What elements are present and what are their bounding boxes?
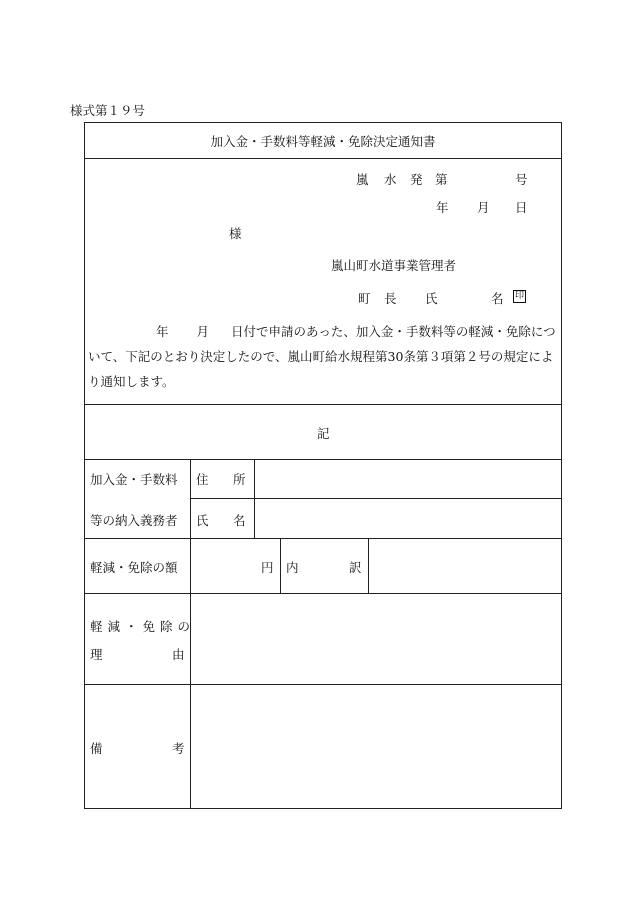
address-label-char: 所 (233, 472, 246, 487)
divider (84, 158, 562, 159)
divider (190, 498, 562, 499)
document-title: 加入金・手数料等軽減・免除決定通知書 (210, 134, 436, 149)
divider (84, 593, 562, 594)
address-label-char: 住 (196, 472, 209, 487)
divider (254, 459, 255, 538)
breakdown-label-char: 内 (286, 560, 299, 575)
amount-label: 軽減・免除の額 (90, 560, 178, 575)
divider (368, 538, 369, 593)
remarks-label-char: 備 (90, 741, 103, 756)
doc-number-char: 発 (410, 172, 423, 187)
notice-form-frame (84, 122, 562, 809)
reason-label-char: 由 (172, 647, 185, 662)
remarks-label-char: 考 (172, 741, 185, 756)
form-number: 様式第１９号 (70, 103, 146, 118)
reason-label-line1: 軽減・免除の (90, 619, 196, 634)
breakdown-label-char: 訳 (349, 560, 362, 575)
divider (84, 538, 562, 539)
divider (84, 684, 562, 685)
body-text: 日付で申請のあった、加入金・手数料等の軽減・免除について、下記のとおり決定したので、嵐山町給水規程第30条第３項第２号の規定により通知します。 (88, 324, 556, 389)
doc-number-char: 水 (384, 172, 397, 187)
seal-icon: 印 (514, 291, 524, 301)
name-label-char: 名 (233, 513, 246, 528)
issuer-name-char: 町 (358, 291, 371, 306)
doc-number-char: 第 (435, 172, 448, 187)
doc-number-char: 号 (515, 172, 528, 187)
issuer-name-char: 氏 (425, 291, 438, 306)
notice-body (88, 319, 558, 394)
issuer-name-char: 名 (491, 291, 504, 306)
body-year-blank: 年 (156, 324, 169, 339)
date-day: 日 (515, 200, 528, 215)
obligor-label-line1: 加入金・手数料 (90, 472, 178, 487)
date-year: 年 (436, 200, 449, 215)
issuer-name-char: 長 (384, 291, 397, 306)
name-label-char: 氏 (196, 513, 209, 528)
issuer-organization: 嵐山町水道事業管理者 (331, 258, 457, 273)
doc-number-char: 嵐 (356, 172, 369, 187)
divider (84, 459, 562, 460)
obligor-label-line2: 等の納入義務者 (90, 513, 178, 528)
addressee-suffix: 様 (229, 226, 242, 241)
divider (84, 404, 562, 405)
body-month-blank: 月 (196, 324, 210, 339)
reason-label-char: 理 (90, 647, 103, 662)
date-month: 月 (477, 200, 490, 215)
yen-unit: 円 (261, 560, 274, 575)
seal-mark (513, 289, 526, 303)
ki-heading: 記 (317, 426, 330, 441)
divider (280, 538, 281, 593)
